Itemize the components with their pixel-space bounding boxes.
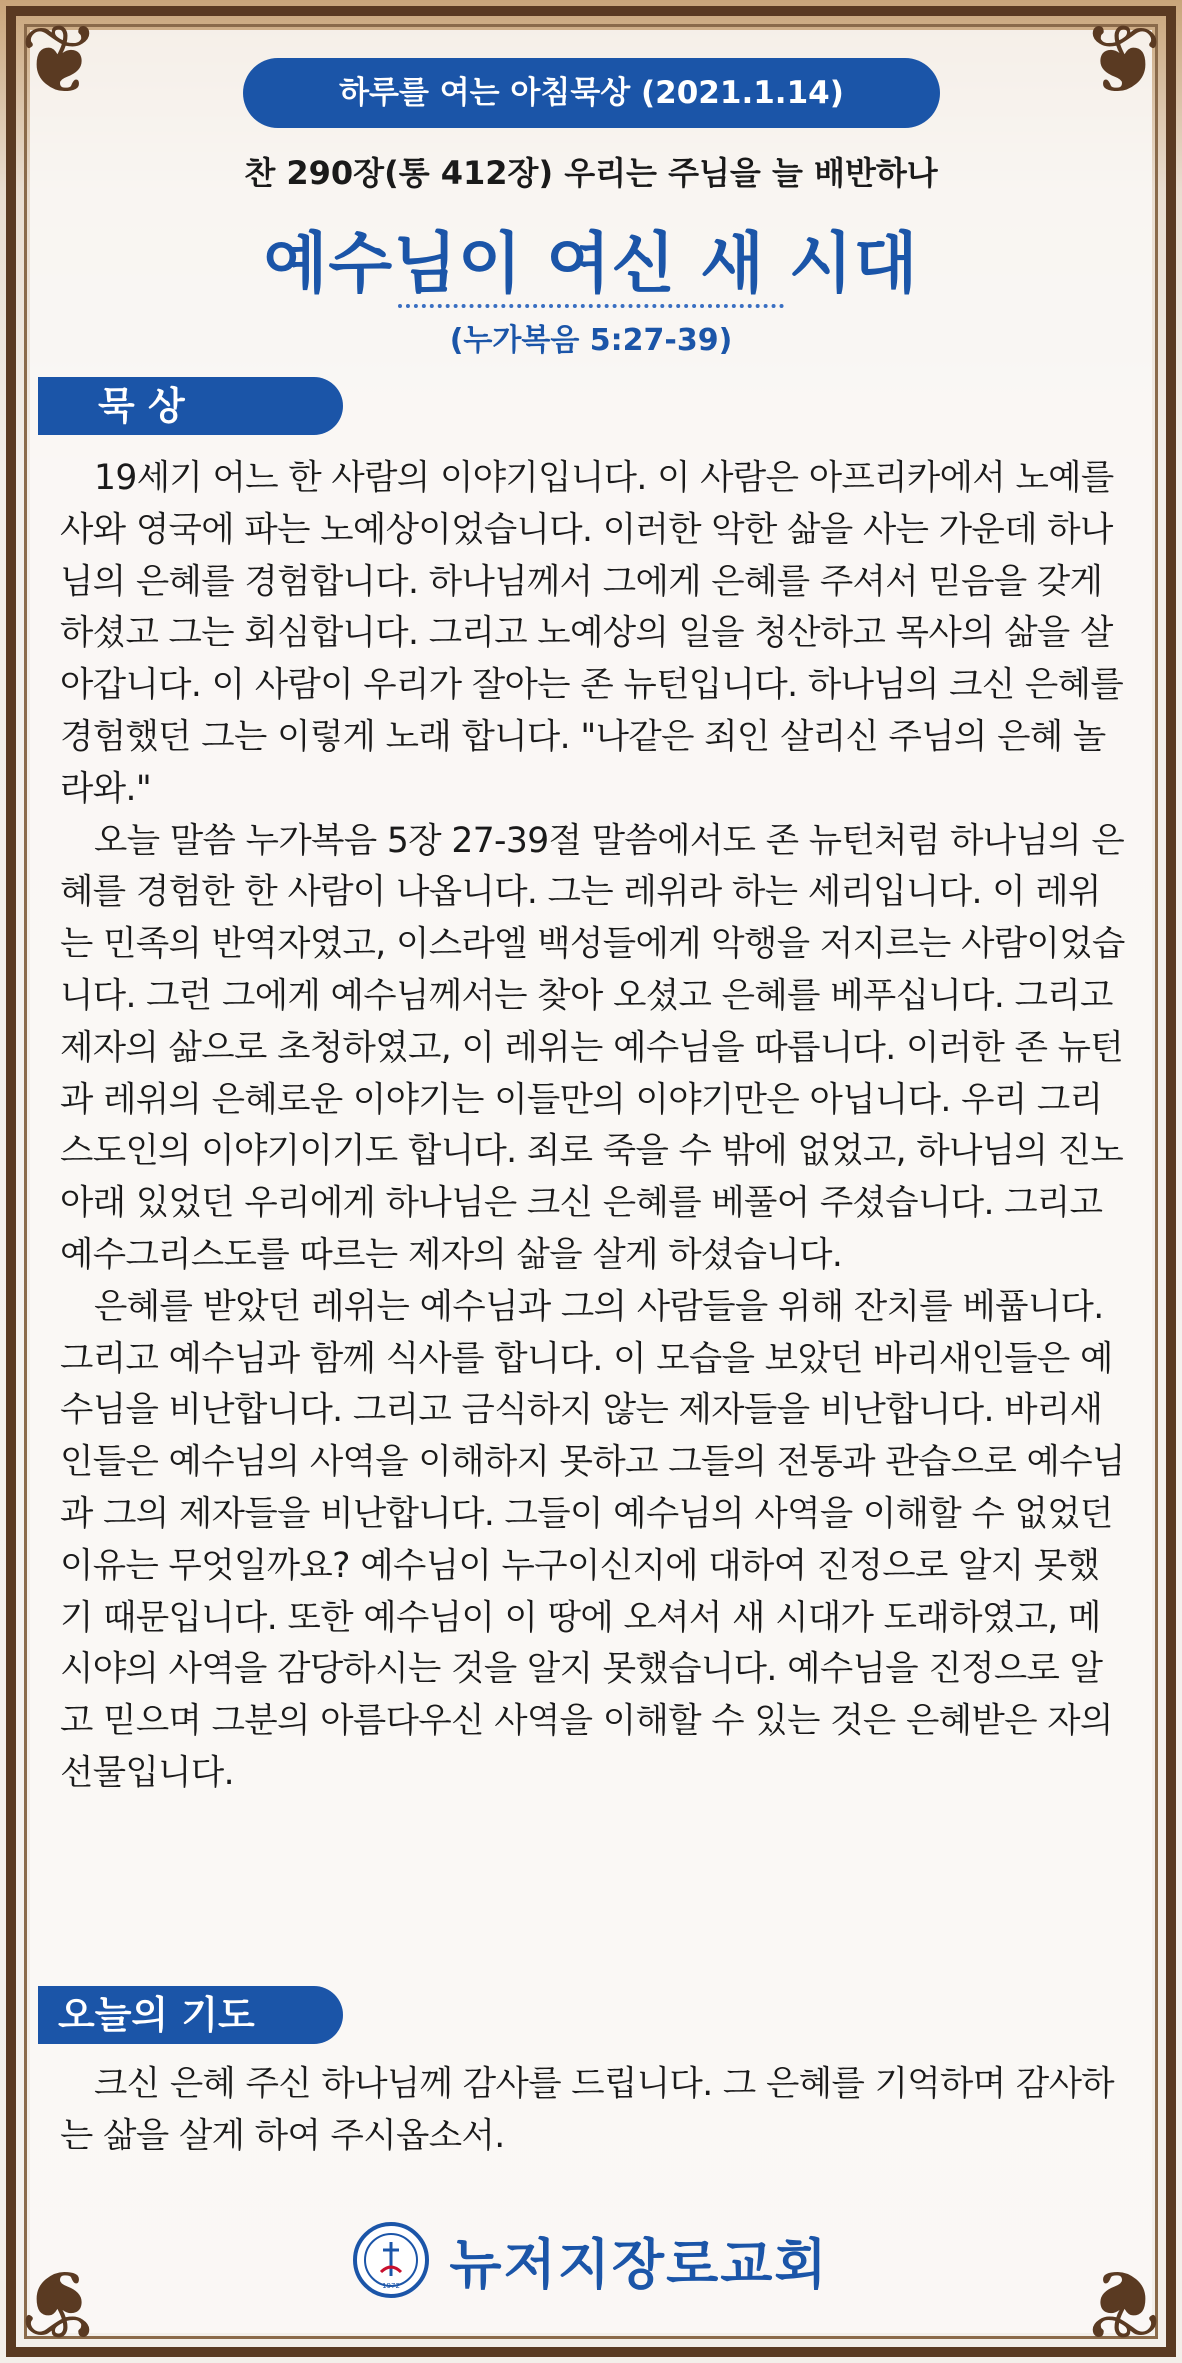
ornament-corner-icon: ❦ xyxy=(1081,4,1163,116)
header-banner: 하루를 여는 아침묵상 (2021.1.14) xyxy=(243,58,940,128)
meditation-section-label: 묵 상 xyxy=(38,377,343,435)
prayer-body xyxy=(60,2059,1130,2163)
ornament-corner-icon: ❦ xyxy=(19,2247,101,2359)
title-divider xyxy=(398,304,784,308)
ornament-corner-icon: ❦ xyxy=(1081,2247,1163,2359)
footer xyxy=(0,2218,1182,2302)
church-name: 뉴저지장로교회 xyxy=(449,2232,829,2296)
svg-text:1972: 1972 xyxy=(382,2282,401,2290)
meditation-paragraph: 오늘 말씀 누가복음 5장 27-39절 말씀에서도 존 뉴턴처럼 하나님의 은혜를 경험한 한 사람이 나옵니다. 그는 레위라 하는 세리입니다. 이 레위는 민족의 반역자였고, 이스라엘 백성들에게 악행을 저지르는 사람이었습니다. 그런 그에게 예수님께서는 찾아 오셨고 은혜를 베푸십니다. 그리고 제자의 삶으로 초청하였고, 이 레위는 예수님을 따릅니다. 이러한 존 뉴턴과 레위의 은혜로운 이야기는 이들만의 이야기만은 아닙니다. 우리 그리스도인의 이야기이기도 합니다. 죄로 죽을 수 밖에 없었고, 하나님의 진노 아래 있었던 우리에게 하나님은 크신 은혜를 베풀어 주셨습니다. 그리고 예수그리스도를 따르는 제자의 삶을 살게 하셨습니다. xyxy=(60,820,1125,1275)
ornament-corner-icon: ❦ xyxy=(19,4,101,116)
meditation-paragraph: 은혜를 받았던 레위는 예수님과 그의 사람들을 위해 잔치를 베풉니다. 그리고 예수님과 함께 식사를 합니다. 이 모습을 보았던 바리새인들은 예수님을 비난합니다. 그리고 금식하지 않는 제자들을 비난합니다. 바리새인들은 예수님의 사역을 이해하지 못하고 그들의 전통과 관습으로 예수님과 그의 제자들을 비난합니다. 그들이 예수님의 사역을 이해할 수 없었던 이유는 무엇일까요? 예수님이 누구이신지에 대하여 진정으로 알지 못했기 때문입니다. 또한 예수님이 이 땅에 오셔서 새 시대가 도래하였고, 메시야의 사역을 감당하시는 것을 알지 못했습니다. 예수님을 진정으로 알고 믿으며 그분의 아름다우신 사역을 이해할 수 있는 것은 은혜받은 자의 선물입니다. xyxy=(60,1286,1125,1793)
meditation-paragraph: 19세기 어느 한 사람의 이야기입니다. 이 사람은 아프리카에서 노예를 사와 영국에 파는 노예상이었습니다. 이러한 악한 삶을 사는 가운데 하나님의 은혜를 경험합니다. 하나님께서 그에게 은혜를 주셔서 믿음을 갖게 하셨고 그는 회심합니다. 그리고 노예상의 일을 청산하고 목사의 삶을 살아갑니다. 이 사람이 우리가 잘아는 존 뉴턴입니다. 하나님의 크신 은혜를 경험했던 그는 이렇게 노래 합니다. "나같은 죄인 살리신 주님의 은혜 놀라와." xyxy=(60,458,1124,809)
meditation-body xyxy=(60,453,1130,1800)
prayer-paragraph: 크신 은혜 주신 하나님께 감사를 드립니다. 그 은혜를 기억하며 감사하는 삶을 살게 하여 주시옵소서. xyxy=(60,2064,1115,2156)
church-logo-icon xyxy=(353,2222,429,2298)
scripture-reference: (누가복음 5:27-39) xyxy=(449,323,733,358)
prayer-section-label: 오늘의 기도 xyxy=(38,1986,343,2044)
page-title: 예수님이 여신 새 시대 xyxy=(263,225,919,302)
hymn-line: 찬 290장(통 412장) 우리는 주님을 늘 배반하나 xyxy=(244,154,938,192)
